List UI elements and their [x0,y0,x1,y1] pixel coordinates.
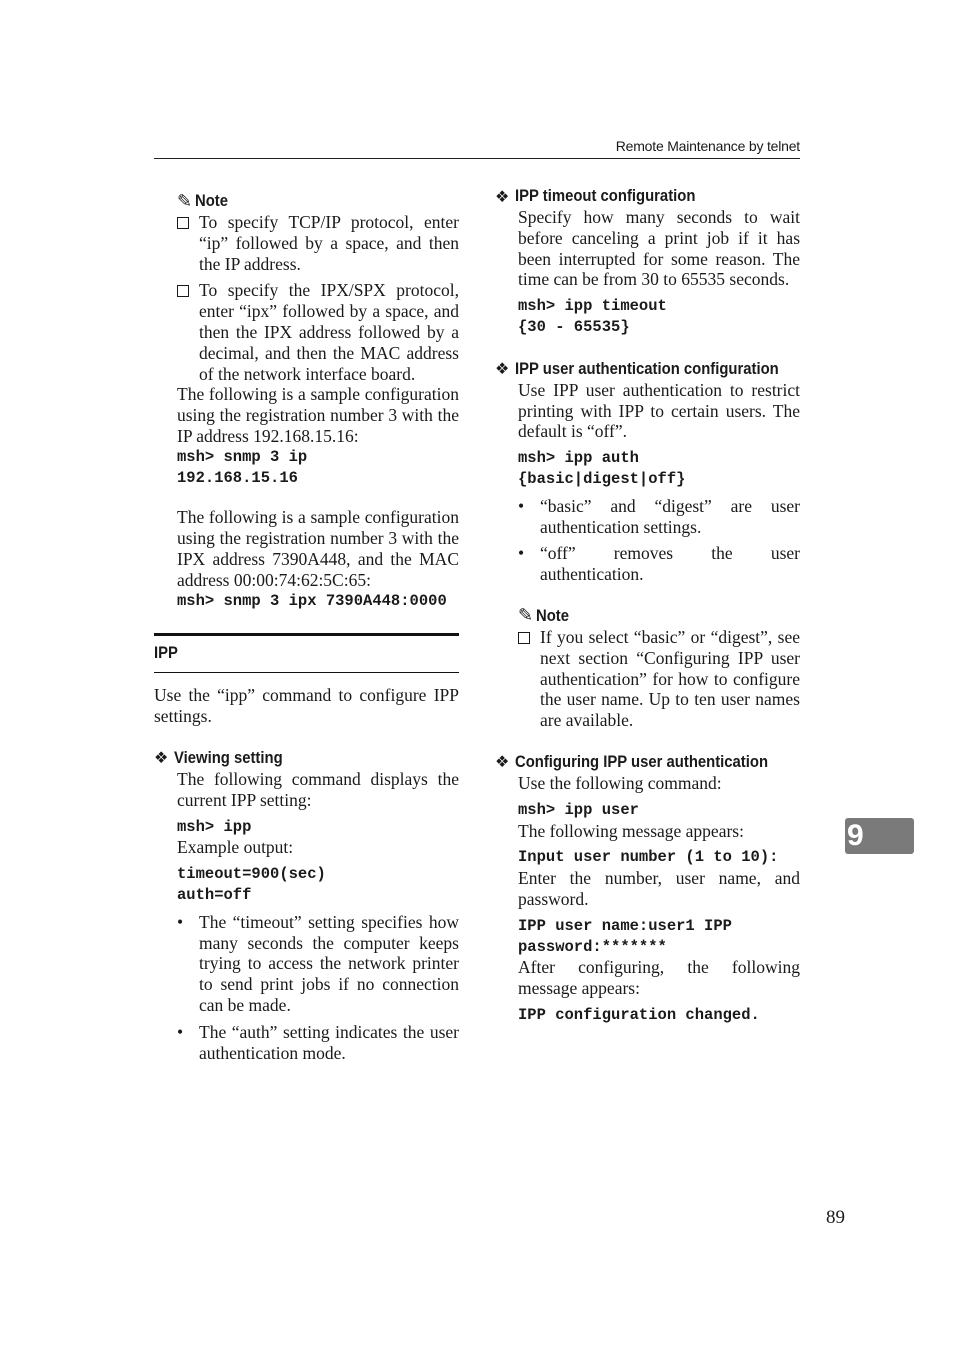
configuring-code: Input user number (1 to 10): [518,848,779,867]
subheading-title: IPP timeout configuration [515,187,696,205]
header-rule [154,158,800,159]
example-code: timeout=900(sec) auth=off [177,865,326,904]
viewing-setting-body [177,769,459,1063]
note-item [177,212,459,274]
diamond-bullet-icon: ❖ [495,359,510,379]
configuring-code: msh> ipp user [518,800,639,819]
bullet-icon: • [177,1021,184,1042]
section-title: IPP [154,644,178,663]
configuring-text: Enter the number, user name, and password. [518,868,800,909]
timeout-heading [495,185,800,207]
list-item [518,496,800,538]
auth-body [518,380,800,731]
pencil-icon: ✎ [518,605,534,627]
list-item-text: “basic” and “digest” are user authentication settings. [540,495,800,537]
list-item-text: The “auth” setting indicates the user authentication mode. [199,1021,459,1063]
timeout-body [518,207,800,338]
note-heading [177,190,459,212]
subheading-title: Configuring IPP user authentication [515,752,769,771]
note-title: Note [536,606,570,625]
note-item-text: To specify TCP/IP protocol, enter “ip” followed by a space, and then the IP address. [199,212,459,274]
note-item-text: If you select “basic” or “digest”, see next section “Configuring IPP user authentication” for how to configure the user name. Up to ten user names are available. [540,626,800,731]
right-column [495,185,800,1026]
note-item-text: To specify the IPX/SPX protocol, enter “ipx” followed by a space, and then the IPX address followed by a decimal, and then the MAC address of the network interface board. [199,280,459,384]
bullet-icon: • [518,495,525,516]
list-item [177,912,459,1016]
configuring-text: The following message appears: [518,820,744,841]
sample-ipx-text: The following is a sample configuration using the registration number 3 with the IPX address 7390A448, and the MAC address 00:00:74:62:5C:65: [177,507,459,590]
note-item [177,280,459,384]
sample-ipx-code: msh> snmp 3 ipx 7390A448:0000 [177,591,447,610]
sample-ip-code: msh> snmp 3 ip 192.168.15.16 [177,447,308,487]
auth-heading [495,358,800,380]
configuring-code: IPP user name:user1 IPP password:******* [518,916,732,956]
note-item [518,627,800,731]
list-item-text: “off” removes the user authentication. [540,543,800,585]
checkbox-icon [177,217,189,229]
diamond-bullet-icon: ❖ [154,748,169,768]
note-heading [518,605,800,627]
chapter-tab: 9 [845,818,914,854]
auth-code: msh> ipp auth {basic|digest|off} [518,449,686,488]
viewing-code: msh> ipp [177,817,252,836]
sample-ip-text: The following is a sample configuration using the registration number 3 with the IP address 192.168.15.16: [177,384,459,446]
list-item [177,1022,459,1064]
configuring-text: Use the following command: [518,772,722,793]
note-block [177,190,459,611]
running-header: Remote Maintenance by telnet [615,138,800,154]
subheading-title: IPP user authentication configuration [515,359,780,378]
viewing-text: The following command displays the current IPP setting: [177,768,459,810]
checkbox-icon [518,632,530,644]
configuring-body [518,773,800,1026]
section-intro: Use the “ipp” command to configure IPP settings. [154,685,459,727]
auth-text: Use IPP user authentication to restrict printing with IPP to certain users. The default is “off”. [518,379,800,442]
list-item-text: The “timeout” setting specifies how many seconds the computer keeps trying to access the network printer to send print jobs if no connection can be made. [199,911,459,1015]
diamond-bullet-icon: ❖ [495,752,510,772]
viewing-setting-heading [154,747,459,769]
section-heading-bar [154,633,459,673]
list-item [518,543,800,585]
timeout-text: Specify how many seconds to wait before canceling a print job if it has been interrupted for some reason. The time can be from 30 to 65535 seconds. [518,207,800,290]
subheading-title: Viewing setting [174,748,283,767]
configuring-text: After configuring, the following message appears: [518,957,800,999]
configuring-code: IPP configuration changed. [518,1005,760,1024]
pencil-icon: ✎ [177,190,193,212]
left-column [154,190,459,1063]
note-title: Note [195,192,229,210]
bullet-icon: • [518,543,525,564]
diamond-bullet-icon: ❖ [495,186,510,206]
timeout-code: msh> ipp timeout {30 - 65535} [518,297,667,336]
checkbox-icon [177,285,189,297]
configuring-heading [495,751,800,773]
bullet-icon: • [177,911,184,932]
page-number: 89 [826,1207,845,1228]
example-label: Example output: [177,837,294,858]
